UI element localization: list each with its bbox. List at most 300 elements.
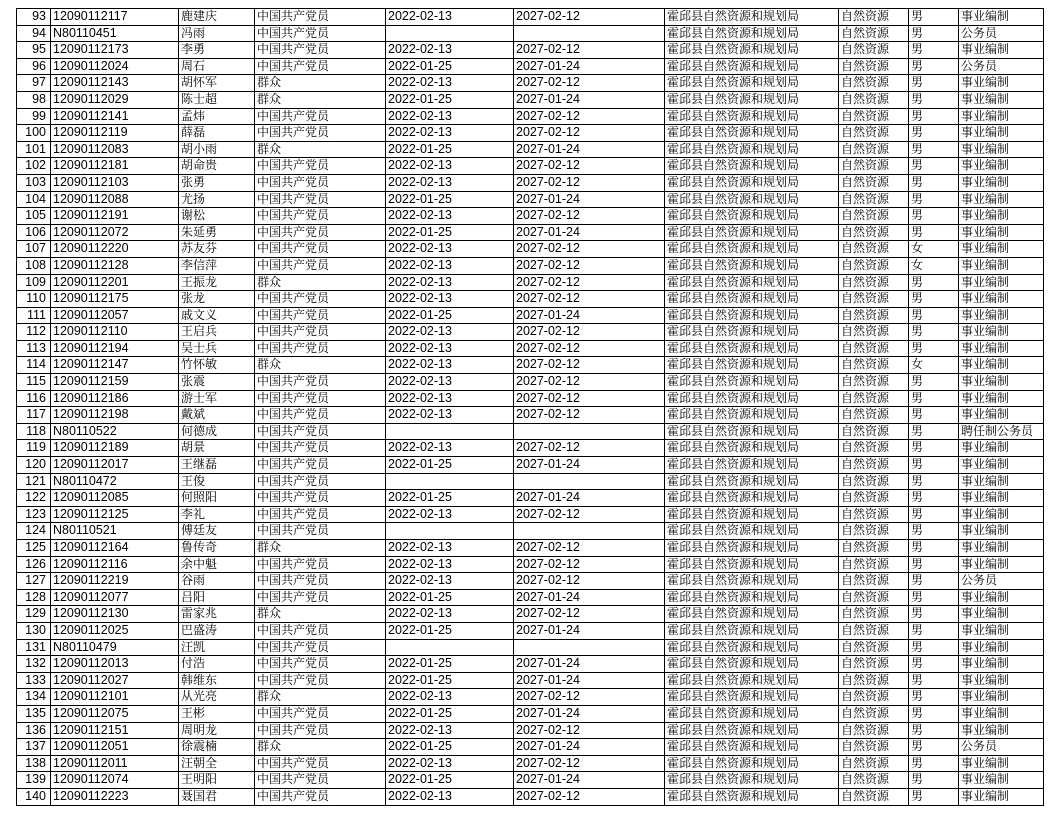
organization-cell: 霍邱县自然资源和规划局 [665,772,839,789]
row-number-cell: 103 [17,174,51,191]
table-row [17,9,1044,26]
category-cell: 自然资源 [839,540,909,557]
id-cell: 12090112110 [51,324,179,341]
gender-cell: 男 [909,606,959,623]
organization-cell: 霍邱县自然资源和规划局 [665,473,839,490]
name-cell: 从光亮 [179,689,255,706]
category-cell: 自然资源 [839,241,909,258]
table-row [17,739,1044,756]
id-cell: 12090112024 [51,58,179,75]
name-cell: 徐震楠 [179,739,255,756]
row-number-cell: 136 [17,722,51,739]
staff-type-cell: 事业编制 [959,755,1044,772]
organization-cell: 霍邱县自然资源和规划局 [665,589,839,606]
gender-cell: 男 [909,224,959,241]
staff-type-cell: 事业编制 [959,622,1044,639]
table-row [17,540,1044,557]
end-date-cell: 2027-02-12 [514,108,665,125]
organization-cell: 霍邱县自然资源和规划局 [665,523,839,540]
row-number-cell: 115 [17,374,51,391]
start-date-cell: 2022-02-13 [386,407,514,424]
gender-cell: 男 [909,374,959,391]
organization-cell: 霍邱县自然资源和规划局 [665,324,839,341]
id-cell: 12090112141 [51,108,179,125]
row-number-cell: 102 [17,158,51,175]
staff-type-cell: 事业编制 [959,407,1044,424]
id-cell: 12090112194 [51,340,179,357]
end-date-cell: 2027-02-12 [514,291,665,308]
start-date-cell: 2022-02-13 [386,9,514,26]
category-cell: 自然资源 [839,224,909,241]
end-date-cell: 2027-02-12 [514,125,665,142]
id-cell: N80110521 [51,523,179,540]
staff-type-cell: 事业编制 [959,457,1044,474]
start-date-cell: 2022-01-25 [386,622,514,639]
gender-cell: 男 [909,108,959,125]
category-cell: 自然资源 [839,357,909,374]
name-cell: 王俊 [179,473,255,490]
name-cell: 薛磊 [179,125,255,142]
gender-cell: 男 [909,772,959,789]
gender-cell: 男 [909,506,959,523]
name-cell: 谷雨 [179,573,255,590]
staff-type-cell: 事业编制 [959,705,1044,722]
id-cell: 12090112057 [51,307,179,324]
end-date-cell: 2027-02-12 [514,324,665,341]
end-date-cell: 2027-01-24 [514,91,665,108]
row-number-cell: 125 [17,540,51,557]
organization-cell: 霍邱县自然资源和规划局 [665,125,839,142]
political-status-cell: 中国共产党员 [255,125,386,142]
political-status-cell: 中国共产党员 [255,656,386,673]
staff-type-cell: 事业编制 [959,9,1044,26]
organization-cell: 霍邱县自然资源和规划局 [665,440,839,457]
table-row [17,307,1044,324]
name-cell: 吕阳 [179,589,255,606]
table-row [17,423,1044,440]
category-cell: 自然资源 [839,42,909,59]
row-number-cell: 122 [17,490,51,507]
staff-type-cell: 公务员 [959,58,1044,75]
political-status-cell: 中国共产党员 [255,307,386,324]
gender-cell: 男 [909,42,959,59]
id-cell: 12090112189 [51,440,179,457]
start-date-cell: 2022-01-25 [386,656,514,673]
table-row [17,191,1044,208]
id-cell: 12090112025 [51,622,179,639]
gender-cell: 男 [909,639,959,656]
table-row [17,390,1044,407]
staff-type-cell: 事业编制 [959,540,1044,557]
row-number-cell: 124 [17,523,51,540]
organization-cell: 霍邱县自然资源和规划局 [665,556,839,573]
end-date-cell: 2027-02-12 [514,540,665,557]
political-status-cell: 群众 [255,540,386,557]
start-date-cell: 2022-02-13 [386,556,514,573]
start-date-cell [386,523,514,540]
table-row [17,490,1044,507]
gender-cell: 男 [909,407,959,424]
gender-cell: 男 [909,656,959,673]
name-cell: 谢松 [179,208,255,225]
political-status-cell: 中国共产党员 [255,224,386,241]
end-date-cell: 2027-02-12 [514,75,665,92]
political-status-cell: 群众 [255,91,386,108]
category-cell: 自然资源 [839,75,909,92]
end-date-cell: 2027-01-24 [514,672,665,689]
end-date-cell: 2027-02-12 [514,755,665,772]
political-status-cell: 中国共产党员 [255,523,386,540]
end-date-cell: 2027-02-12 [514,440,665,457]
id-cell: 12090112074 [51,772,179,789]
staff-type-cell: 事业编制 [959,589,1044,606]
table-row [17,788,1044,805]
gender-cell: 男 [909,91,959,108]
gender-cell: 男 [909,705,959,722]
category-cell: 自然资源 [839,291,909,308]
row-number-cell: 97 [17,75,51,92]
end-date-cell [514,639,665,656]
start-date-cell: 2022-02-13 [386,573,514,590]
start-date-cell [386,639,514,656]
id-cell: N80110522 [51,423,179,440]
end-date-cell: 2027-01-24 [514,705,665,722]
category-cell: 自然资源 [839,125,909,142]
political-status-cell: 群众 [255,75,386,92]
row-number-cell: 137 [17,739,51,756]
political-status-cell: 中国共产党员 [255,374,386,391]
row-number-cell: 116 [17,390,51,407]
political-status-cell: 中国共产党员 [255,174,386,191]
id-cell: 12090112077 [51,589,179,606]
name-cell: 陈士超 [179,91,255,108]
name-cell: 王振龙 [179,274,255,291]
row-number-cell: 127 [17,573,51,590]
start-date-cell: 2022-01-25 [386,772,514,789]
id-cell: 12090112201 [51,274,179,291]
gender-cell: 男 [909,125,959,142]
id-cell: 12090112088 [51,191,179,208]
category-cell: 自然资源 [839,9,909,26]
organization-cell: 霍邱县自然资源和规划局 [665,689,839,706]
staff-type-cell: 事业编制 [959,224,1044,241]
start-date-cell: 2022-02-13 [386,291,514,308]
table-row [17,257,1044,274]
name-cell: 苏友芬 [179,241,255,258]
gender-cell: 男 [909,307,959,324]
id-cell: 12090112103 [51,174,179,191]
id-cell: 12090112181 [51,158,179,175]
category-cell: 自然资源 [839,639,909,656]
political-status-cell: 中国共产党员 [255,788,386,805]
row-number-cell: 106 [17,224,51,241]
staff-type-cell: 事业编制 [959,523,1044,540]
row-number-cell: 109 [17,274,51,291]
name-cell: 王彬 [179,705,255,722]
name-cell: 吴士兵 [179,340,255,357]
gender-cell: 男 [909,523,959,540]
row-number-cell: 96 [17,58,51,75]
end-date-cell: 2027-02-12 [514,174,665,191]
row-number-cell: 123 [17,506,51,523]
table-row [17,224,1044,241]
organization-cell: 霍邱县自然资源和规划局 [665,540,839,557]
staff-type-cell: 事业编制 [959,208,1044,225]
organization-cell: 霍邱县自然资源和规划局 [665,274,839,291]
table-row [17,457,1044,474]
staff-type-cell: 事业编制 [959,606,1044,623]
gender-cell: 男 [909,722,959,739]
start-date-cell: 2022-02-13 [386,540,514,557]
political-status-cell: 中国共产党员 [255,9,386,26]
gender-cell: 男 [909,473,959,490]
category-cell: 自然资源 [839,440,909,457]
id-cell: 12090112083 [51,141,179,158]
category-cell: 自然资源 [839,174,909,191]
gender-cell: 男 [909,622,959,639]
start-date-cell: 2022-02-13 [386,357,514,374]
gender-cell: 女 [909,357,959,374]
start-date-cell: 2022-02-13 [386,257,514,274]
gender-cell: 男 [909,324,959,341]
table-row [17,174,1044,191]
category-cell: 自然资源 [839,340,909,357]
start-date-cell: 2022-02-13 [386,440,514,457]
name-cell: 李勇 [179,42,255,59]
row-number-cell: 107 [17,241,51,258]
table-row [17,473,1044,490]
staff-type-cell: 事业编制 [959,158,1044,175]
id-cell: 12090112075 [51,705,179,722]
staff-type-cell: 事业编制 [959,141,1044,158]
end-date-cell [514,473,665,490]
table-row [17,91,1044,108]
political-status-cell: 中国共产党员 [255,208,386,225]
start-date-cell [386,473,514,490]
table-row [17,58,1044,75]
political-status-cell: 中国共产党员 [255,423,386,440]
end-date-cell: 2027-02-12 [514,374,665,391]
organization-cell: 霍邱县自然资源和规划局 [665,606,839,623]
row-number-cell: 133 [17,672,51,689]
end-date-cell: 2027-01-24 [514,490,665,507]
name-cell: 周石 [179,58,255,75]
id-cell: N80110472 [51,473,179,490]
organization-cell: 霍邱县自然资源和规划局 [665,108,839,125]
category-cell: 自然资源 [839,739,909,756]
political-status-cell: 群众 [255,606,386,623]
category-cell: 自然资源 [839,208,909,225]
political-status-cell: 中国共产党员 [255,340,386,357]
organization-cell: 霍邱县自然资源和规划局 [665,573,839,590]
gender-cell: 男 [909,75,959,92]
gender-cell: 男 [909,556,959,573]
category-cell: 自然资源 [839,506,909,523]
organization-cell: 霍邱县自然资源和规划局 [665,291,839,308]
name-cell: 李信萍 [179,257,255,274]
staff-type-cell: 事业编制 [959,91,1044,108]
table-row [17,125,1044,142]
category-cell: 自然资源 [839,307,909,324]
id-cell: 12090112173 [51,42,179,59]
political-status-cell: 中国共产党员 [255,191,386,208]
political-status-cell: 群众 [255,274,386,291]
organization-cell: 霍邱县自然资源和规划局 [665,639,839,656]
id-cell: 12090112130 [51,606,179,623]
staff-type-cell: 事业编制 [959,390,1044,407]
staff-type-cell: 事业编制 [959,42,1044,59]
political-status-cell: 中国共产党员 [255,58,386,75]
category-cell: 自然资源 [839,158,909,175]
end-date-cell: 2027-01-24 [514,772,665,789]
row-number-cell: 98 [17,91,51,108]
organization-cell: 霍邱县自然资源和规划局 [665,191,839,208]
category-cell: 自然资源 [839,689,909,706]
category-cell: 自然资源 [839,473,909,490]
category-cell: 自然资源 [839,423,909,440]
name-cell: 游士军 [179,390,255,407]
row-number-cell: 135 [17,705,51,722]
political-status-cell: 群众 [255,357,386,374]
gender-cell: 男 [909,573,959,590]
name-cell: 戴斌 [179,407,255,424]
id-cell: 12090112128 [51,257,179,274]
id-cell: 12090112219 [51,573,179,590]
id-cell: 12090112159 [51,374,179,391]
political-status-cell: 中国共产党员 [255,257,386,274]
table-row [17,141,1044,158]
start-date-cell: 2022-01-25 [386,58,514,75]
political-status-cell: 群众 [255,141,386,158]
row-number-cell: 126 [17,556,51,573]
name-cell: 付浩 [179,656,255,673]
id-cell: 12090112119 [51,125,179,142]
category-cell: 自然资源 [839,573,909,590]
start-date-cell: 2022-01-25 [386,589,514,606]
gender-cell: 男 [909,739,959,756]
category-cell: 自然资源 [839,141,909,158]
row-number-cell: 101 [17,141,51,158]
table-row [17,158,1044,175]
end-date-cell: 2027-02-12 [514,208,665,225]
start-date-cell: 2022-01-25 [386,191,514,208]
organization-cell: 霍邱县自然资源和规划局 [665,42,839,59]
staff-type-cell: 事业编制 [959,689,1044,706]
end-date-cell: 2027-01-24 [514,141,665,158]
name-cell: 竹怀敏 [179,357,255,374]
name-cell: 尤扬 [179,191,255,208]
table-row [17,75,1044,92]
organization-cell: 霍邱县自然资源和规划局 [665,208,839,225]
political-status-cell: 中国共产党员 [255,108,386,125]
category-cell: 自然资源 [839,755,909,772]
table-body [17,9,1044,806]
end-date-cell: 2027-02-12 [514,506,665,523]
organization-cell: 霍邱县自然资源和规划局 [665,58,839,75]
staff-type-cell: 事业编制 [959,125,1044,142]
id-cell: N80110479 [51,639,179,656]
name-cell: 胡小雨 [179,141,255,158]
id-cell: 12090112027 [51,672,179,689]
table-row [17,25,1044,42]
category-cell: 自然资源 [839,672,909,689]
organization-cell: 霍邱县自然资源和规划局 [665,722,839,739]
row-number-cell: 120 [17,457,51,474]
row-number-cell: 94 [17,25,51,42]
organization-cell: 霍邱县自然资源和规划局 [665,141,839,158]
organization-cell: 霍邱县自然资源和规划局 [665,357,839,374]
table-row [17,340,1044,357]
table-row [17,656,1044,673]
end-date-cell: 2027-01-24 [514,224,665,241]
table-row [17,274,1044,291]
staff-type-cell: 公务员 [959,739,1044,756]
organization-cell: 霍邱县自然资源和规划局 [665,340,839,357]
staff-type-cell: 事业编制 [959,257,1044,274]
start-date-cell: 2022-02-13 [386,324,514,341]
organization-cell: 霍邱县自然资源和规划局 [665,374,839,391]
row-number-cell: 129 [17,606,51,623]
start-date-cell [386,423,514,440]
staff-type-cell: 事业编制 [959,307,1044,324]
start-date-cell: 2022-01-25 [386,91,514,108]
start-date-cell: 2022-02-13 [386,125,514,142]
row-number-cell: 93 [17,9,51,26]
political-status-cell: 中国共产党员 [255,722,386,739]
start-date-cell: 2022-02-13 [386,158,514,175]
row-number-cell: 118 [17,423,51,440]
political-status-cell: 中国共产党员 [255,506,386,523]
id-cell: 12090112051 [51,739,179,756]
political-status-cell: 群众 [255,689,386,706]
gender-cell: 男 [909,158,959,175]
row-number-cell: 108 [17,257,51,274]
gender-cell: 男 [909,490,959,507]
political-status-cell: 中国共产党员 [255,490,386,507]
category-cell: 自然资源 [839,556,909,573]
category-cell: 自然资源 [839,622,909,639]
staff-type-cell: 事业编制 [959,241,1044,258]
row-number-cell: 112 [17,324,51,341]
table-row [17,506,1044,523]
end-date-cell: 2027-02-12 [514,722,665,739]
gender-cell: 男 [909,274,959,291]
table-row [17,108,1044,125]
start-date-cell: 2022-02-13 [386,506,514,523]
political-status-cell: 中国共产党员 [255,589,386,606]
gender-cell: 男 [909,672,959,689]
gender-cell: 男 [909,340,959,357]
end-date-cell: 2027-02-12 [514,689,665,706]
political-status-cell: 中国共产党员 [255,705,386,722]
staff-type-cell: 事业编制 [959,772,1044,789]
staff-type-cell: 事业编制 [959,656,1044,673]
organization-cell: 霍邱县自然资源和规划局 [665,25,839,42]
gender-cell: 男 [909,174,959,191]
start-date-cell: 2022-01-25 [386,739,514,756]
staff-type-cell: 聘任制公务员 [959,423,1044,440]
organization-cell: 霍邱县自然资源和规划局 [665,241,839,258]
name-cell: 何照阳 [179,490,255,507]
id-cell: 12090112186 [51,390,179,407]
table-row [17,407,1044,424]
gender-cell: 男 [909,208,959,225]
table-row [17,374,1044,391]
end-date-cell: 2027-02-12 [514,257,665,274]
row-number-cell: 132 [17,656,51,673]
organization-cell: 霍邱县自然资源和规划局 [665,656,839,673]
end-date-cell [514,423,665,440]
